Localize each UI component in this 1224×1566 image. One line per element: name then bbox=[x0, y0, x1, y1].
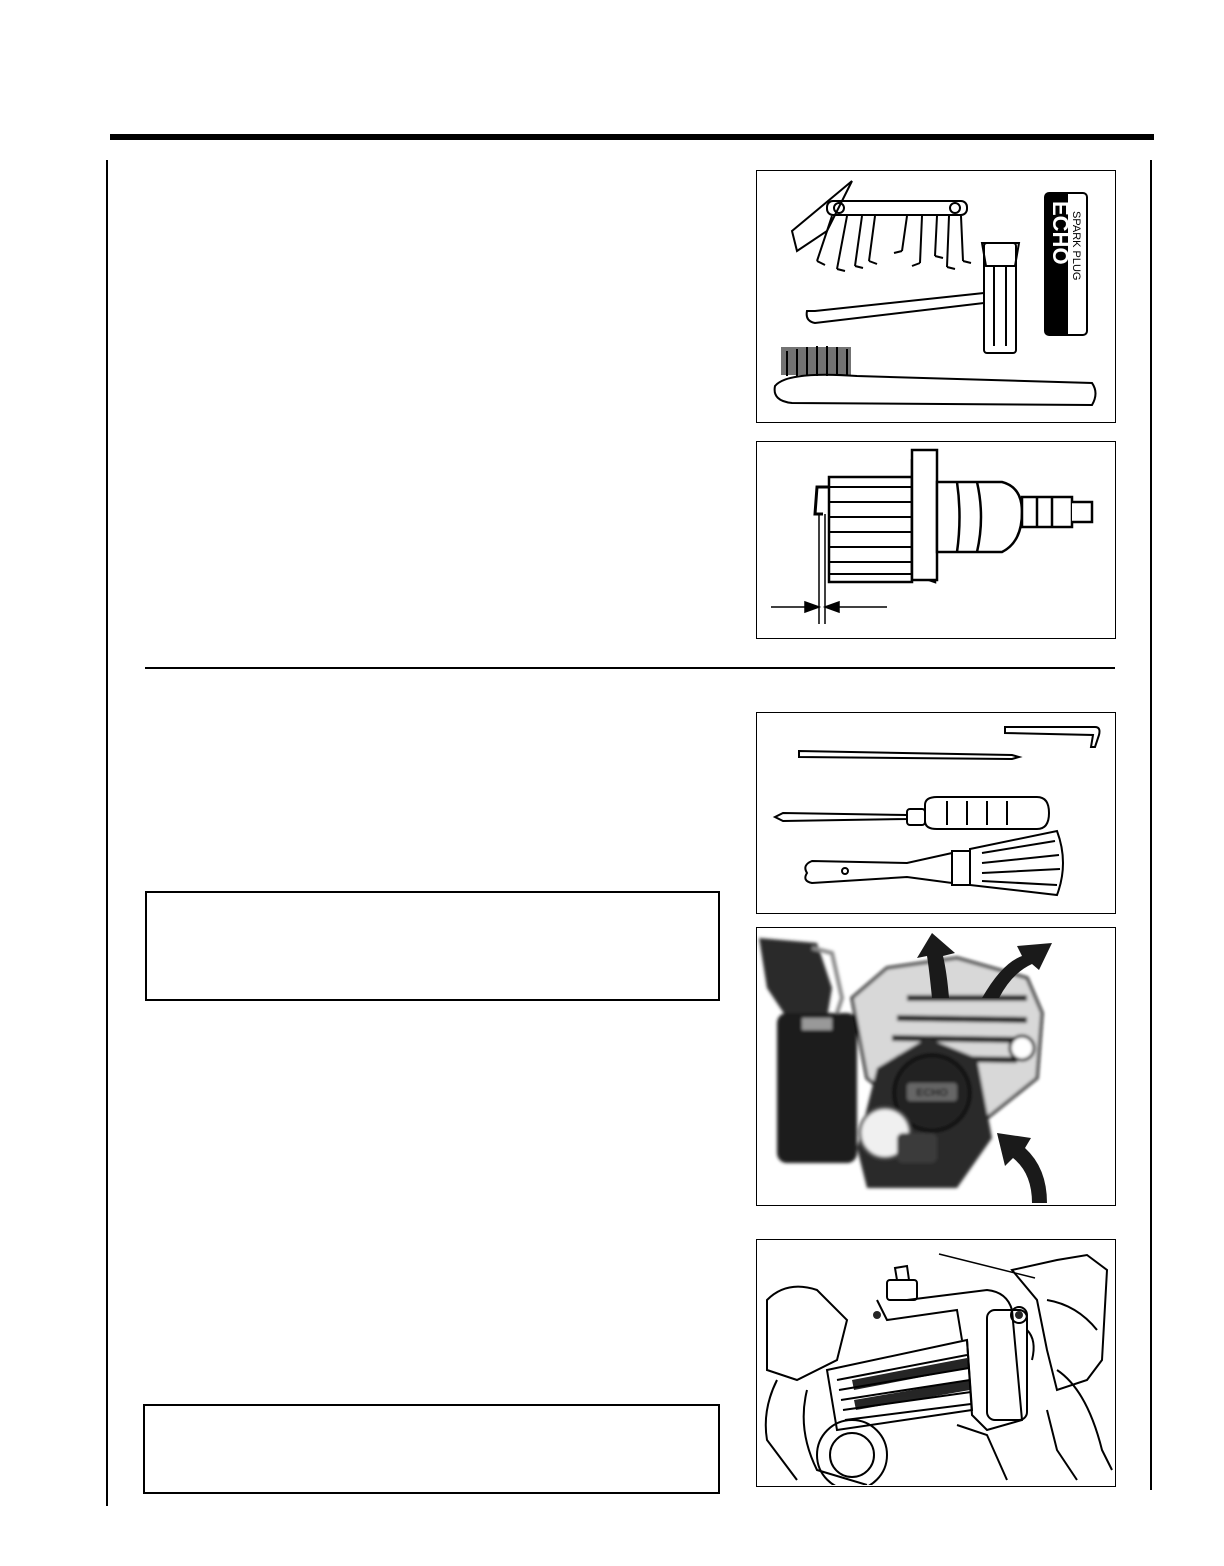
screwdriver-shaft bbox=[775, 813, 907, 821]
spark-plug-tools-illustration bbox=[757, 171, 1114, 421]
cleaning-tools-illustration bbox=[757, 713, 1114, 912]
brush-handle bbox=[805, 853, 952, 883]
engine-cover-photo bbox=[757, 928, 1114, 1204]
spark-plug-gap-illustration bbox=[757, 442, 1114, 637]
guard-brand-logo: ECHO bbox=[916, 1087, 948, 1099]
spark-plug-top bbox=[887, 1280, 917, 1300]
engine-drawing-illustration bbox=[757, 1240, 1114, 1485]
plug-thread bbox=[829, 477, 912, 582]
brush-ferrule bbox=[952, 851, 970, 885]
note-box-engine bbox=[143, 1404, 720, 1494]
arrow-up-bottom-icon bbox=[997, 1133, 1047, 1203]
figure-cleaning-tools bbox=[756, 712, 1116, 914]
scraper-rod bbox=[799, 751, 1019, 759]
wire-brush bbox=[775, 375, 1096, 405]
callout-leader bbox=[939, 1254, 1035, 1278]
package-label: SPARK PLUG bbox=[1070, 211, 1082, 281]
note-box-carburetor bbox=[145, 891, 720, 1001]
figure-engine-drawing bbox=[756, 1239, 1116, 1487]
figure-engine-cover bbox=[756, 927, 1116, 1206]
plug-wrench bbox=[984, 243, 1016, 353]
feeler-gauge-body bbox=[827, 201, 967, 215]
hex-key bbox=[1005, 727, 1100, 747]
figure-spark-plug-gap bbox=[756, 441, 1116, 639]
package-brand-logo: ECHO bbox=[1048, 201, 1073, 265]
left-margin-rule bbox=[106, 160, 108, 1506]
figure-spark-plug-tools bbox=[756, 170, 1116, 423]
plug-terminal bbox=[1022, 497, 1072, 527]
ground-electrode bbox=[815, 487, 829, 514]
plug-hex bbox=[912, 450, 937, 580]
right-margin-rule bbox=[1150, 160, 1152, 1490]
section-divider bbox=[145, 667, 1115, 669]
screwdriver-blade bbox=[807, 293, 984, 323]
header-rule bbox=[110, 134, 1154, 140]
